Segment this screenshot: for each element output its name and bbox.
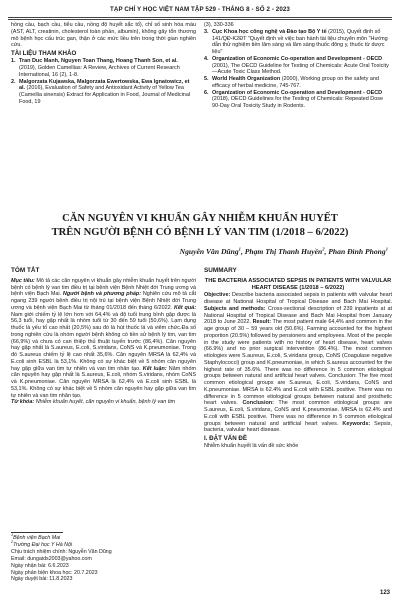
keywords-text: Sepsis, bacteria, valvular heart disease.: [204, 420, 392, 434]
reference-text: [19, 79, 196, 106]
reference-number: 2.: [11, 78, 16, 85]
date-accepted: Ngày duyệt bài: 11.8.2023: [11, 576, 73, 583]
reference-text: [212, 29, 392, 56]
article-title-line: CĂN NGUYÊN VI KHUẨN GÂY NHIỄM KHUẨN HUYẾT: [62, 213, 338, 224]
author-separator: ,: [240, 247, 245, 256]
affiliation-text: Trường Đại học Y Hà Nội: [13, 541, 73, 548]
conclusion-label: Conclusion:: [242, 400, 274, 407]
reference-author: Organization of Economic Co-operation and Development - OECD: [212, 55, 383, 62]
page-number: 123: [379, 590, 390, 596]
objective-text: Mô tả các căn nguyên vi khuẩn gây nhiễm khuẩn huyết trên người bệnh có bệnh lý van tim điều trị tại bệnh viện Bệnh Nhiệt đới Trung ương và bệnh viện Bạch Mai.: [11, 277, 196, 298]
previous-article-right-column: [204, 22, 392, 110]
reference-number: 1.: [11, 58, 16, 65]
article-title-line: TRÊN NGƯỜI BỆNH CÓ BỆNH LÝ VAN TIM (1/2018 – 6/2022): [51, 226, 349, 238]
abstract-body: [11, 278, 196, 400]
reference-number: 4.: [204, 55, 209, 62]
reference-item: [204, 76, 392, 90]
article-title: [12, 212, 388, 239]
result-text: The most patient male 64,4% and common in the age group of 30 – 59 years old (50.6%). Farming accounted for the highest proportion (20.5%) followed by pensioners and employees. Most of the people in the study were patients with no history of heart disease, heart valves (66.9%) and no prior surgical intervention (86.4%). The most common etiologies were S.aureus, E.coli, S.viridans group, CoNS (Coagulase negative Staphylococci) group and K.pneumoniae, in which S.aureus accounted for the highest rate of 35.6%. There was no difference in 5 common etiological groups between natural and artificial heart valves. Conclusion: The five most common etiological groups are S.aureus, E.coli, S.viridans, CoNS and K.pneumoniae. MRSA is 62.4% and E.coli with ESBL positive. There was no difference in 5 common etiological groups between natural and prosthetic heart valves.: [204, 319, 393, 407]
reference-item: [11, 79, 196, 106]
affiliation-text: Bệnh viện Bạch Mai: [13, 535, 61, 541]
result-label: Result:: [252, 319, 272, 326]
introduction-heading: I. ĐẶT VẤN ĐỀ: [204, 435, 247, 443]
author-separator: ,: [324, 247, 329, 256]
reference-number: 3.: [204, 28, 209, 35]
methods-label: Người bệnh và phương pháp:: [62, 291, 142, 298]
date-received: Ngày nhận bài: 6.6.2023: [11, 562, 69, 569]
keywords-text: Nhiễm khuẩn huyết, căn nguyên vi khuẩn, bệnh lý van tim: [34, 399, 176, 406]
affiliation-marker: 1: [385, 246, 388, 252]
reference-text: [212, 56, 392, 76]
summary-body: [204, 292, 392, 434]
corresponding-author: Chịu trách nhiệm chính: Nguyễn Văn Dũng: [11, 548, 112, 555]
running-header: TẠP CHÍ Y HỌC VIỆT NAM TẬP 529 - THÁNG 8 - SỐ 2 - 2023: [110, 6, 290, 13]
reference-details: (2019), Golden Camellias: A Review, Archives of Current Research International, 16 (2), 1-8.: [19, 65, 180, 78]
conclusion-text: The most common etiological groups are S.aureus, E.coli, S.viridans, CoNS and K.pneumoniae. MRSA is 62.4% and E.coli with ESBL positive. There was no difference in 5 common etiological groups between natural and artificial heart valves.: [204, 400, 393, 427]
conclusion-text: Năm nhóm căn nguyên hay gặp nhất là S.aureus, E.coli, nhóm S.viridans, nhóm CoNS và K.pneumoniae. Căn nguyên MRSA là 62,4% và E.coli sinh ESBL là 53,1%. Không có sự khác biệt về 5 nhóm căn nguyên hay gặp giữa van tim tự nhiên và van tim nhân tạo.: [11, 365, 197, 399]
objective-text: Describe bacteria associated sepsis in patients with valvular heart disease at National Hospital of Tropical Disease and Bach Mai Hospital.: [204, 292, 392, 306]
reference-details: (2000), Working group on the safety and efficacy of herbal medicine, 745-767.: [212, 76, 379, 89]
affiliation-2: [11, 542, 196, 549]
reference-number: 6.: [204, 89, 209, 96]
reference-details: (2018), OECD Guidelines for the Testing of Chemicals: Repeated Dose 90-Day Oral Toxicity Study in Rodents.: [212, 96, 383, 109]
contact-email: Email: dungaids2003@yahoo.com: [11, 555, 92, 562]
reference-author: World Health Organization: [212, 76, 281, 82]
previous-article-left-column: [11, 22, 196, 106]
author-list: [180, 247, 388, 256]
footnote-rule: [11, 532, 63, 533]
objective-label: Objective:: [204, 292, 231, 299]
header-rule: [8, 17, 392, 18]
results-label: Kết quả:: [173, 304, 196, 311]
date-reviewed: Ngày phản biện khoa học: 20.7.2023: [11, 569, 98, 576]
header-rule-thin: [8, 19, 392, 20]
summary-heading: SUMMARY: [204, 267, 237, 274]
references-heading: TÀI LIỆU THAM KHẢO: [11, 50, 77, 57]
abstract-heading: TÓM TẮT: [11, 267, 40, 274]
subjects-label: Subjects and methods:: [204, 305, 266, 312]
reference-number: 5.: [204, 76, 209, 82]
reference-item: [204, 56, 392, 76]
author-name: Phạm Thị Thanh Huyền: [244, 247, 323, 256]
affiliation-marker: 2: [322, 246, 325, 252]
affiliation-marker: 1: [11, 533, 14, 538]
english-title: THE BACTERIA ASSOCIATED SEPSIS IN PATIENTS WITH VALVULAR HEART DISEASE (1/2018 – 6/2022): [204, 277, 392, 291]
affiliation-marker: 1: [238, 246, 241, 252]
introduction-text: Nhiễm khuẩn huyết là vấn đề sức khỏe: [204, 443, 299, 450]
subjects-text: Cross-sectional description of 239 inpatients at at National Hospital of Tropical Disease and Bach Mai Hospital from January 2018 to June 2022.: [204, 305, 392, 326]
keywords-label: Từ khóa:: [11, 399, 35, 406]
reference-author: Tran Duc Manh, Nguyen Toan Thang, Hoang Thanh Son, et al.: [19, 58, 178, 65]
reference-author: Cục Khoa học công nghệ và Đào tạo Bộ Y tế: [212, 28, 327, 35]
reference-text: [212, 90, 392, 110]
reference-item: [204, 29, 392, 56]
author-name: Phan Đình Phong: [328, 247, 386, 256]
english-summary: [204, 268, 392, 450]
methods-text: Nghiên cứu mô tả cắt ngang 239 người bệnh điều trị nội trú tại bệnh viện Bệnh Nhiệt đới Trung ương và bệnh viện Bạch Mai từ tháng 01/2018 đến tháng 6/2022.: [11, 291, 196, 311]
previous-article-conclusion: hồng cầu, bạch cầu, tiểu cầu, nồng độ huyết sắc tố), chỉ số sinh hóa máu (AST, ALT, creatinin, cholesterol toàn phần, albumin), không gây tổn thương mô bệnh học cấu trúc gan, thận ở các mức liều trên trong thời gian nghiên cứu.: [11, 22, 196, 49]
reference-text: [212, 76, 392, 90]
objective-label: Mục tiêu:: [11, 277, 35, 284]
footnotes: [11, 535, 196, 583]
reference-author: Organization of Economic Co-operation and Development - OECD: [212, 89, 383, 96]
reference-item: [204, 90, 392, 110]
reference-author: Malgorzata Kujawska, Malgorzata Ewertowska, Ewa Ignatowicz, et al.: [19, 78, 190, 92]
conclusion-label: Kết luận:: [142, 365, 167, 372]
reference-item: [11, 58, 196, 78]
vietnamese-abstract: [11, 268, 196, 406]
reference-details: (2016), Evaluation of Safety and Antioxidant Activity of Yellow Tea (Camellia sinensis) Extract for Application in Food, Journal of Medicinal Food, 19: [19, 85, 191, 105]
affiliation-marker: 2: [11, 540, 14, 545]
author-name: Nguyễn Văn Dũng: [179, 247, 239, 256]
reference-text: [19, 58, 196, 78]
reference-details: (2001), The OECD Guideline for Testing of Chemicals: Acute Oral Toxicity—Acute Toxic Class Method.: [212, 62, 389, 76]
reference-continuation: (3), 330-336: [204, 22, 234, 28]
reference-details: (2015), Quyết định số 141/QĐ-K2ĐT "Quyết định về việc ban hành tài liệu chuyên môn "Hướng dẫn thử nghiệm tiền lâm sàng và lâm sàng thuốc đông y, thuốc từ dược liệu": [212, 28, 388, 55]
results-text: Nam giới chiếm tỷ lệ lớn hơn với 64,4% và độ tuổi trung bình gặp được là 56,3 tuổi, hay gặp nhất là nhóm tuổi từ 30 đến 59 tuổi (50,6%). Lạm dụng thuốc là yếu tố cao nhất (20,5%) sau đó là hút thuốc lá và viêm chức.Đa số trong nghiên cứu là nhóm người bệnh không có tiền sử bệnh lý tim, van tim (66,9%) và chưa có can thiệp thủ thuật tuyến trước (86,4%). Căn nguyên hay gặp nhất là S.aureus, E.coli, S.viridans, CoNS và K.pneumoniae. Trong đó S.aureus chiếm tỷ lệ cao nhất 35,6%. Căn nguyên MRSA là 62,4% và E.coli sinh ESBL là 53,1%. Không có sự khác biệt về 5 nhóm căn nguyên hay gặp giữa van tim tự nhiên và van tim nhân tạo.: [11, 311, 196, 372]
keywords-label: Keywords:: [342, 420, 371, 427]
keywords-line: [11, 399, 196, 406]
